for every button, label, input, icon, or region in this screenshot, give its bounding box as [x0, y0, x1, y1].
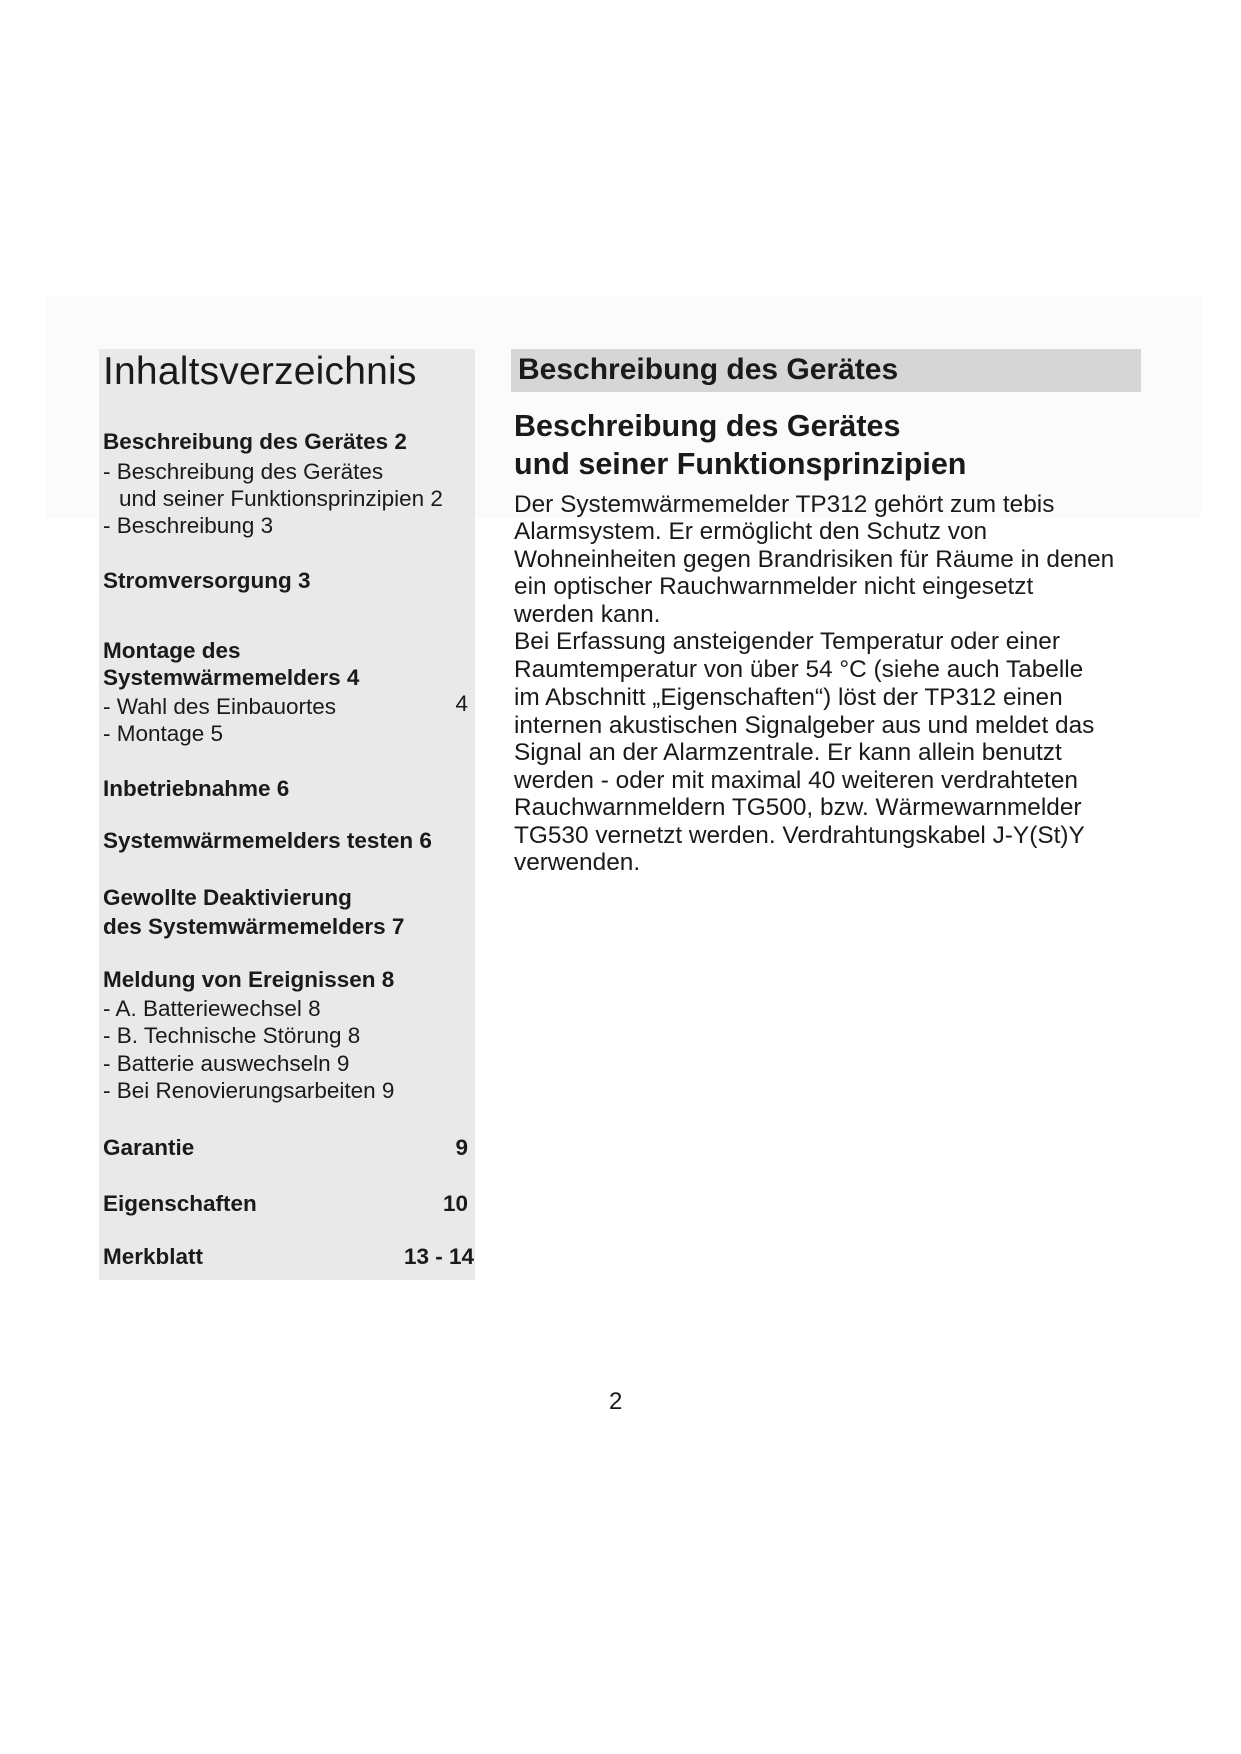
- toc-entry: Merkblatt: [103, 1244, 204, 1269]
- toc-entry: Inbetriebnahme 6: [103, 776, 290, 801]
- body-text-line: Raumtemperatur von über 54 °C (siehe auch Tabelle: [514, 656, 1084, 683]
- toc-page-number: 10: [442, 1191, 468, 1216]
- toc-entry: - B. Technische Störung 8: [103, 1023, 361, 1048]
- subsection-heading: [514, 407, 966, 483]
- toc-entry: - Bei Renovierungsarbeiten 9: [103, 1078, 395, 1103]
- body-text-line: TG530 vernetzt werden. Verdrahtungskabel J-Y(St)Y: [514, 822, 1085, 849]
- body-text-line: Bei Erfassung ansteigender Temperatur oder einer: [514, 628, 1060, 655]
- body-text-line: Der Systemwärmemelder TP312 gehört zum tebis: [514, 491, 1055, 518]
- toc-entry: - A. Batteriewechsel 8: [103, 996, 321, 1021]
- toc-entry: des Systemwärmemelders 7: [103, 914, 405, 939]
- toc-entry: - Beschreibung des Gerätes: [103, 459, 384, 484]
- toc-entry: Meldung von Ereignissen 8: [103, 967, 395, 992]
- toc-entry: Gewollte Deaktivierung: [103, 885, 352, 910]
- body-text-line: Wohneinheiten gegen Brandrisiken für Räume in denen: [514, 546, 1115, 573]
- toc-entry: Systemwärmemelders 4: [103, 665, 360, 690]
- body-text-line: Signal an der Alarmzentrale. Er kann allein benutzt: [514, 739, 1062, 766]
- section-title: Beschreibung des Gerätes: [518, 353, 899, 386]
- body-text-line: im Abschnitt „Eigenschaften“) löst der TP312 einen: [514, 684, 1063, 711]
- body-text-line: Rauchwarnmeldern TG500, bzw. Wärmewarnmelder: [514, 794, 1082, 821]
- subsection-heading-line: Beschreibung des Gerätes: [514, 409, 901, 443]
- toc-entry: - Batterie auswechseln 9: [103, 1051, 350, 1076]
- toc-entry: Systemwärmemelders testen 6: [103, 828, 432, 853]
- subsection-heading-line: und seiner Funktionsprinzipien: [514, 447, 967, 481]
- toc-entry: Garantie: [103, 1135, 195, 1160]
- toc-entry: Eigenschaften: [103, 1191, 257, 1216]
- body-text-line: verwenden.: [514, 849, 641, 876]
- toc-entry: - Beschreibung 3: [103, 513, 274, 538]
- toc-title: Inhaltsverzeichnis: [103, 350, 417, 393]
- toc-entry: Stromversorgung 3: [103, 568, 311, 593]
- toc-page-number: 4: [455, 691, 468, 716]
- page-number: 2: [609, 1388, 623, 1415]
- toc-entry: - Montage 5: [103, 721, 224, 746]
- body-text-line: werden kann.: [514, 601, 661, 628]
- toc-entry: Montage des: [103, 638, 241, 663]
- toc-entry: Beschreibung des Gerätes 2: [103, 429, 407, 454]
- body-text-line: ein optischer Rauchwarnmelder nicht eingesetzt: [514, 573, 1034, 600]
- toc-entry: - Wahl des Einbauortes: [103, 694, 337, 719]
- toc-entry: und seiner Funktionsprinzipien 2: [119, 486, 443, 511]
- body-text-line: Alarmsystem. Er ermöglicht den Schutz von: [514, 518, 988, 545]
- toc-page-number: 9: [455, 1135, 468, 1160]
- toc-page-number: 13 - 14: [403, 1244, 474, 1269]
- body-text-line: internen akustischen Signalgeber aus und meldet das: [514, 712, 1095, 739]
- body-text-line: werden - oder mit maximal 40 weiteren verdrahteten: [514, 767, 1078, 794]
